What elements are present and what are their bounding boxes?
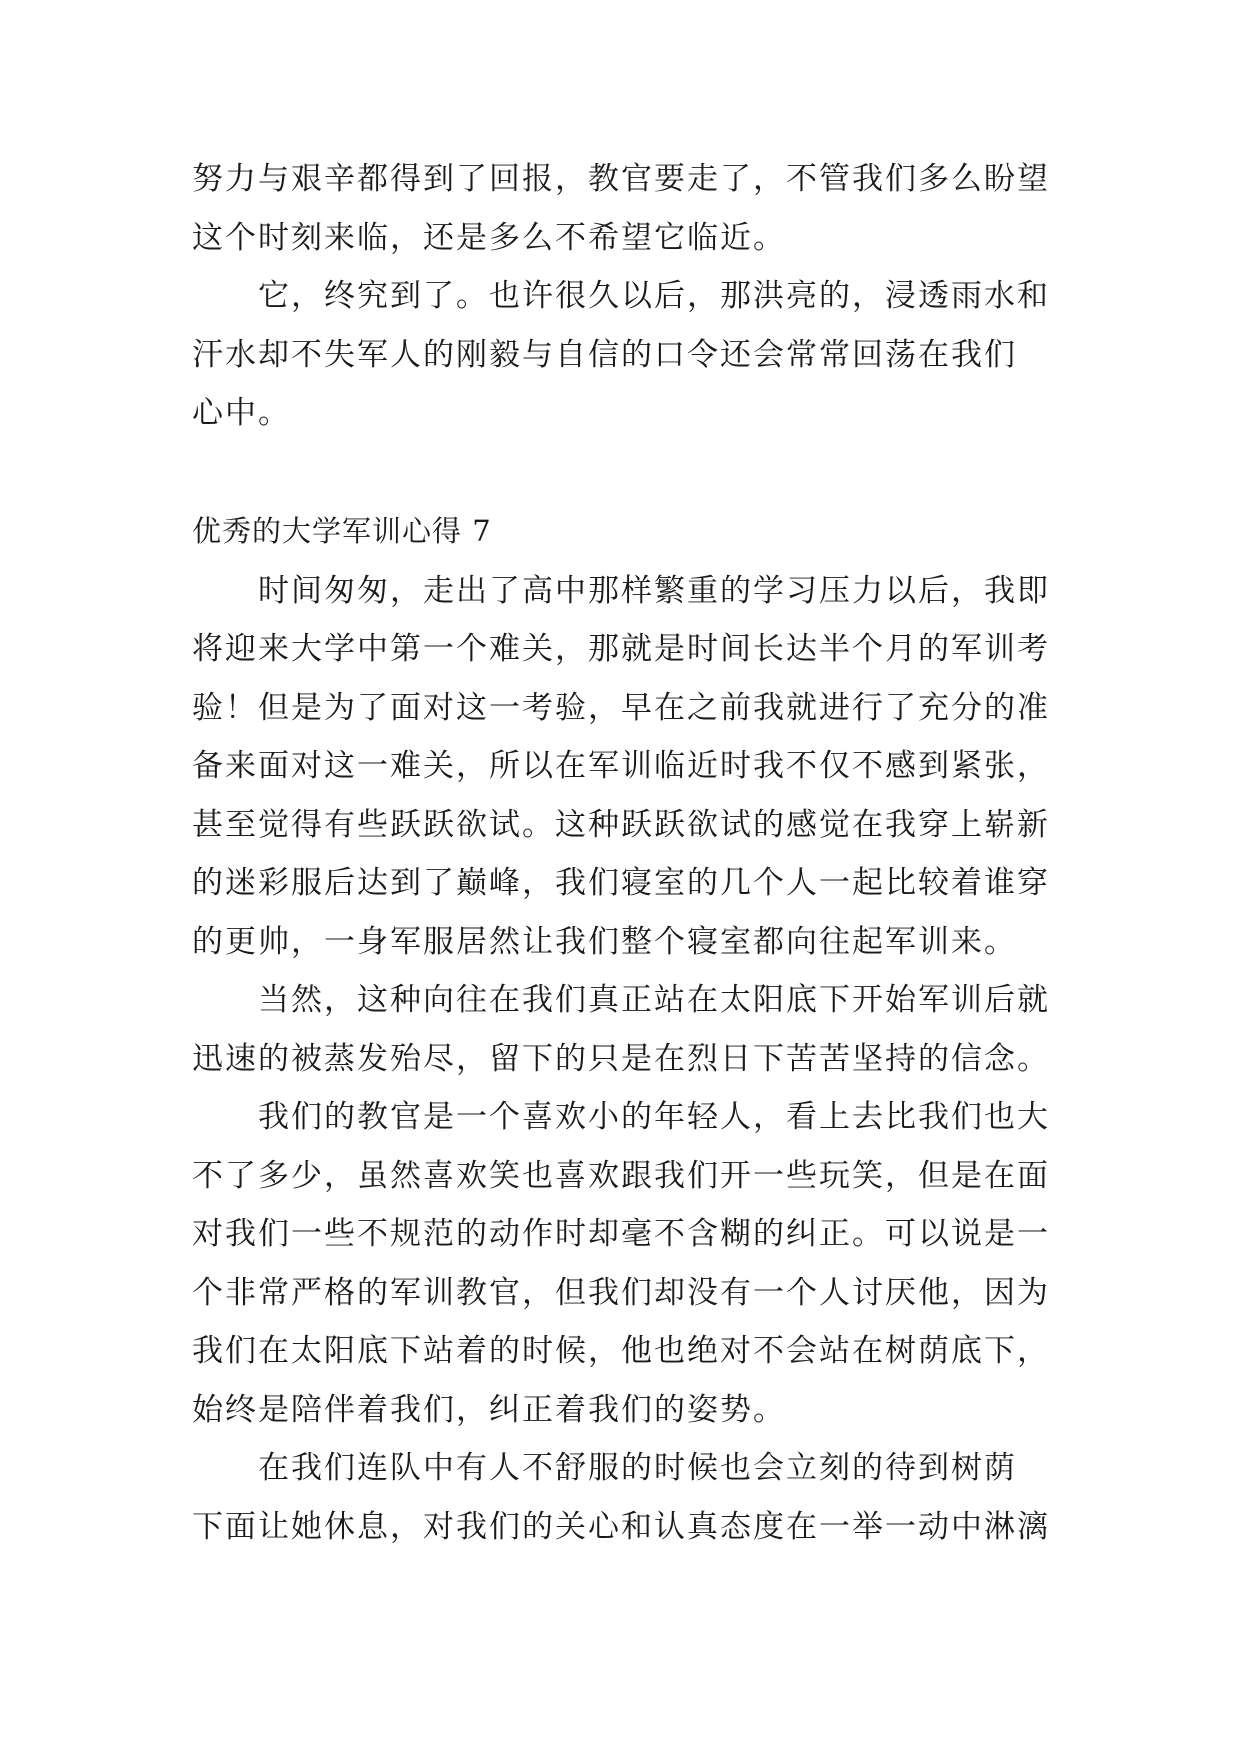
- text-line: 备来面对这一难关，所以在军训临近时我不仅不感到紧张，: [192, 748, 1050, 784]
- text-line: 迅速的被蒸发殆尽，留下的只是在烈日下苦苦坚持的信念。: [192, 1040, 1050, 1077]
- text-line: 这个时刻来临，还是多么不希望它临近。: [192, 219, 786, 256]
- text-line: 甚至觉得有些跃跃欲试。这种跃跃欲试的感觉在我穿上崭新: [192, 806, 1050, 843]
- section-title: 优秀的大学军训心得 7: [192, 513, 492, 548]
- text-line: 下面让她休息，对我们的关心和认真态度在一举一动中淋漓: [192, 1508, 1050, 1545]
- text-line: 在我们连队中有人不舒服的时候也会立刻的待到树荫: [258, 1450, 1017, 1486]
- text-line: 它，终究到了。也许很久以后，那洪亮的，浸透雨水和: [258, 278, 1050, 314]
- text-line: 我们的教官是一个喜欢小的年轻人，看上去比我们也大: [258, 1099, 1050, 1135]
- text-line: 将迎来大学中第一个难关，那就是时间长达半个月的军训考: [192, 631, 1050, 667]
- body-paragraph-3: [192, 1088, 1052, 1439]
- document-page: [192, 150, 1052, 1556]
- text-line: 不了多少，虽然喜欢笑也喜欢跟我们开一些玩笑，但是在面: [192, 1157, 1050, 1194]
- text-line: 努力与艰辛都得到了回报，教官要走了，不管我们多么盼望: [192, 161, 1050, 197]
- continuation-paragraph: [192, 150, 1052, 267]
- text-line: 心中。: [192, 395, 291, 431]
- text-line: 我们在太阳底下站着的时候，他也绝对不会站在树荫底下，: [192, 1333, 1050, 1369]
- text-line: 汗水却不失军人的刚毅与自信的口令还会常常回荡在我们: [192, 336, 1017, 373]
- body-paragraph-2: [192, 971, 1052, 1088]
- body-paragraph-1: [192, 562, 1052, 972]
- text-line: 个非常严格的军训教官，但我们却没有一个人讨厌他，因为: [192, 1274, 1050, 1311]
- text-line: 时间匆匆，走出了高中那样繁重的学习压力以后，我即: [258, 572, 1050, 609]
- closing-paragraph: [192, 267, 1052, 443]
- text-line: 的更帅，一身军服居然让我们整个寝室都向往起军训来。: [192, 923, 1017, 960]
- text-line: 始终是陪伴着我们，纠正着我们的姿势。: [192, 1391, 786, 1428]
- text-line: 对我们一些不规范的动作时却毫不含糊的纠正。可以说是一: [192, 1216, 1050, 1252]
- text-line: 的迷彩服后达到了巅峰，我们寝室的几个人一起比较着谁穿: [192, 865, 1050, 901]
- text-line: 当然，这种向往在我们真正站在太阳底下开始军训后就: [258, 982, 1050, 1018]
- text-line: 验！但是为了面对这一考验，早在之前我就进行了充分的准: [192, 689, 1050, 726]
- body-paragraph-4: [192, 1439, 1052, 1556]
